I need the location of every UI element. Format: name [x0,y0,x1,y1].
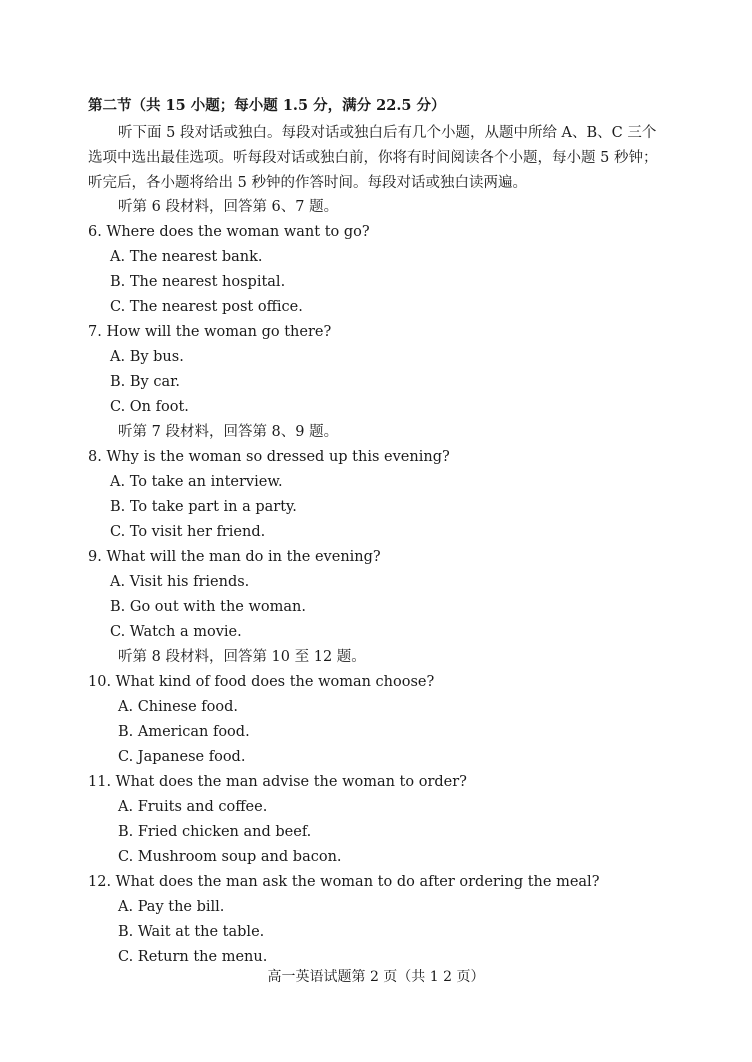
option-10c: C. Japanese food. [118,749,246,765]
question-10: 10. What kind of food does the woman choose? [88,674,435,690]
option-8b: B. To take part in a party. [110,499,297,515]
option-7b: B. By car. [110,374,181,390]
material-note: 听第 8 段材料，回答第 10 至 12 题。 [118,649,366,665]
option-12a: A. Pay the bill. [118,899,225,915]
question-8: 8. Why is the woman so dressed up this evening? [88,449,450,465]
option-11a: A. Fruits and coffee. [118,799,268,815]
option-9b: B. Go out with the woman. [110,599,306,615]
section-heading: 第二节（共 15 小题；每小题 1.5 分，满分 22.5 分） [88,97,446,114]
option-9c: C. Watch a movie. [110,624,242,640]
question-11: 11. What does the man advise the woman to order? [88,774,467,790]
option-8a: A. To take an interview. [110,474,283,490]
option-8c: C. To visit her friend. [110,524,266,540]
section-instructions: 听下面 5 段对话或独白。每段对话或独白后有几个小题，从题中所给 A、B、C 三个选项中选出最佳选项。听每段对话或独白前，你将有时间阅读各个小题，每小题 5 秒钟；听完后，各小题将给出 5 秒钟的作答时间。每段对话或独白读两遍。 [88,125,658,191]
question-12: 12. What does the man ask the woman to do after ordering the meal? [88,874,600,890]
option-12b: B. Wait at the table. [118,924,265,940]
option-11b: B. Fried chicken and beef. [118,824,312,840]
question-7: 7. How will the woman go there? [88,324,332,340]
option-6c: C. The nearest post office. [110,299,303,315]
material-note: 听第 6 段材料，回答第 6、7 题。 [118,199,339,215]
option-9a: A. Visit his friends. [110,574,250,590]
question-9: 9. What will the man do in the evening? [88,549,381,565]
material-note: 听第 7 段材料，回答第 8、9 题。 [118,424,339,440]
option-6a: A. The nearest bank. [110,249,263,265]
option-11c: C. Mushroom soup and bacon. [118,849,342,865]
option-12c: C. Return the menu. [118,949,268,965]
option-7a: A. By bus. [110,349,184,365]
option-10b: B. American food. [118,724,250,740]
question-6: 6. Where does the woman want to go? [88,224,370,240]
page-footer: 高一英语试题第 2 页（共 1 2 页） [267,969,485,985]
option-7c: C. On foot. [110,399,189,415]
option-6b: B. The nearest hospital. [110,274,286,290]
option-10a: A. Chinese food. [118,699,239,715]
